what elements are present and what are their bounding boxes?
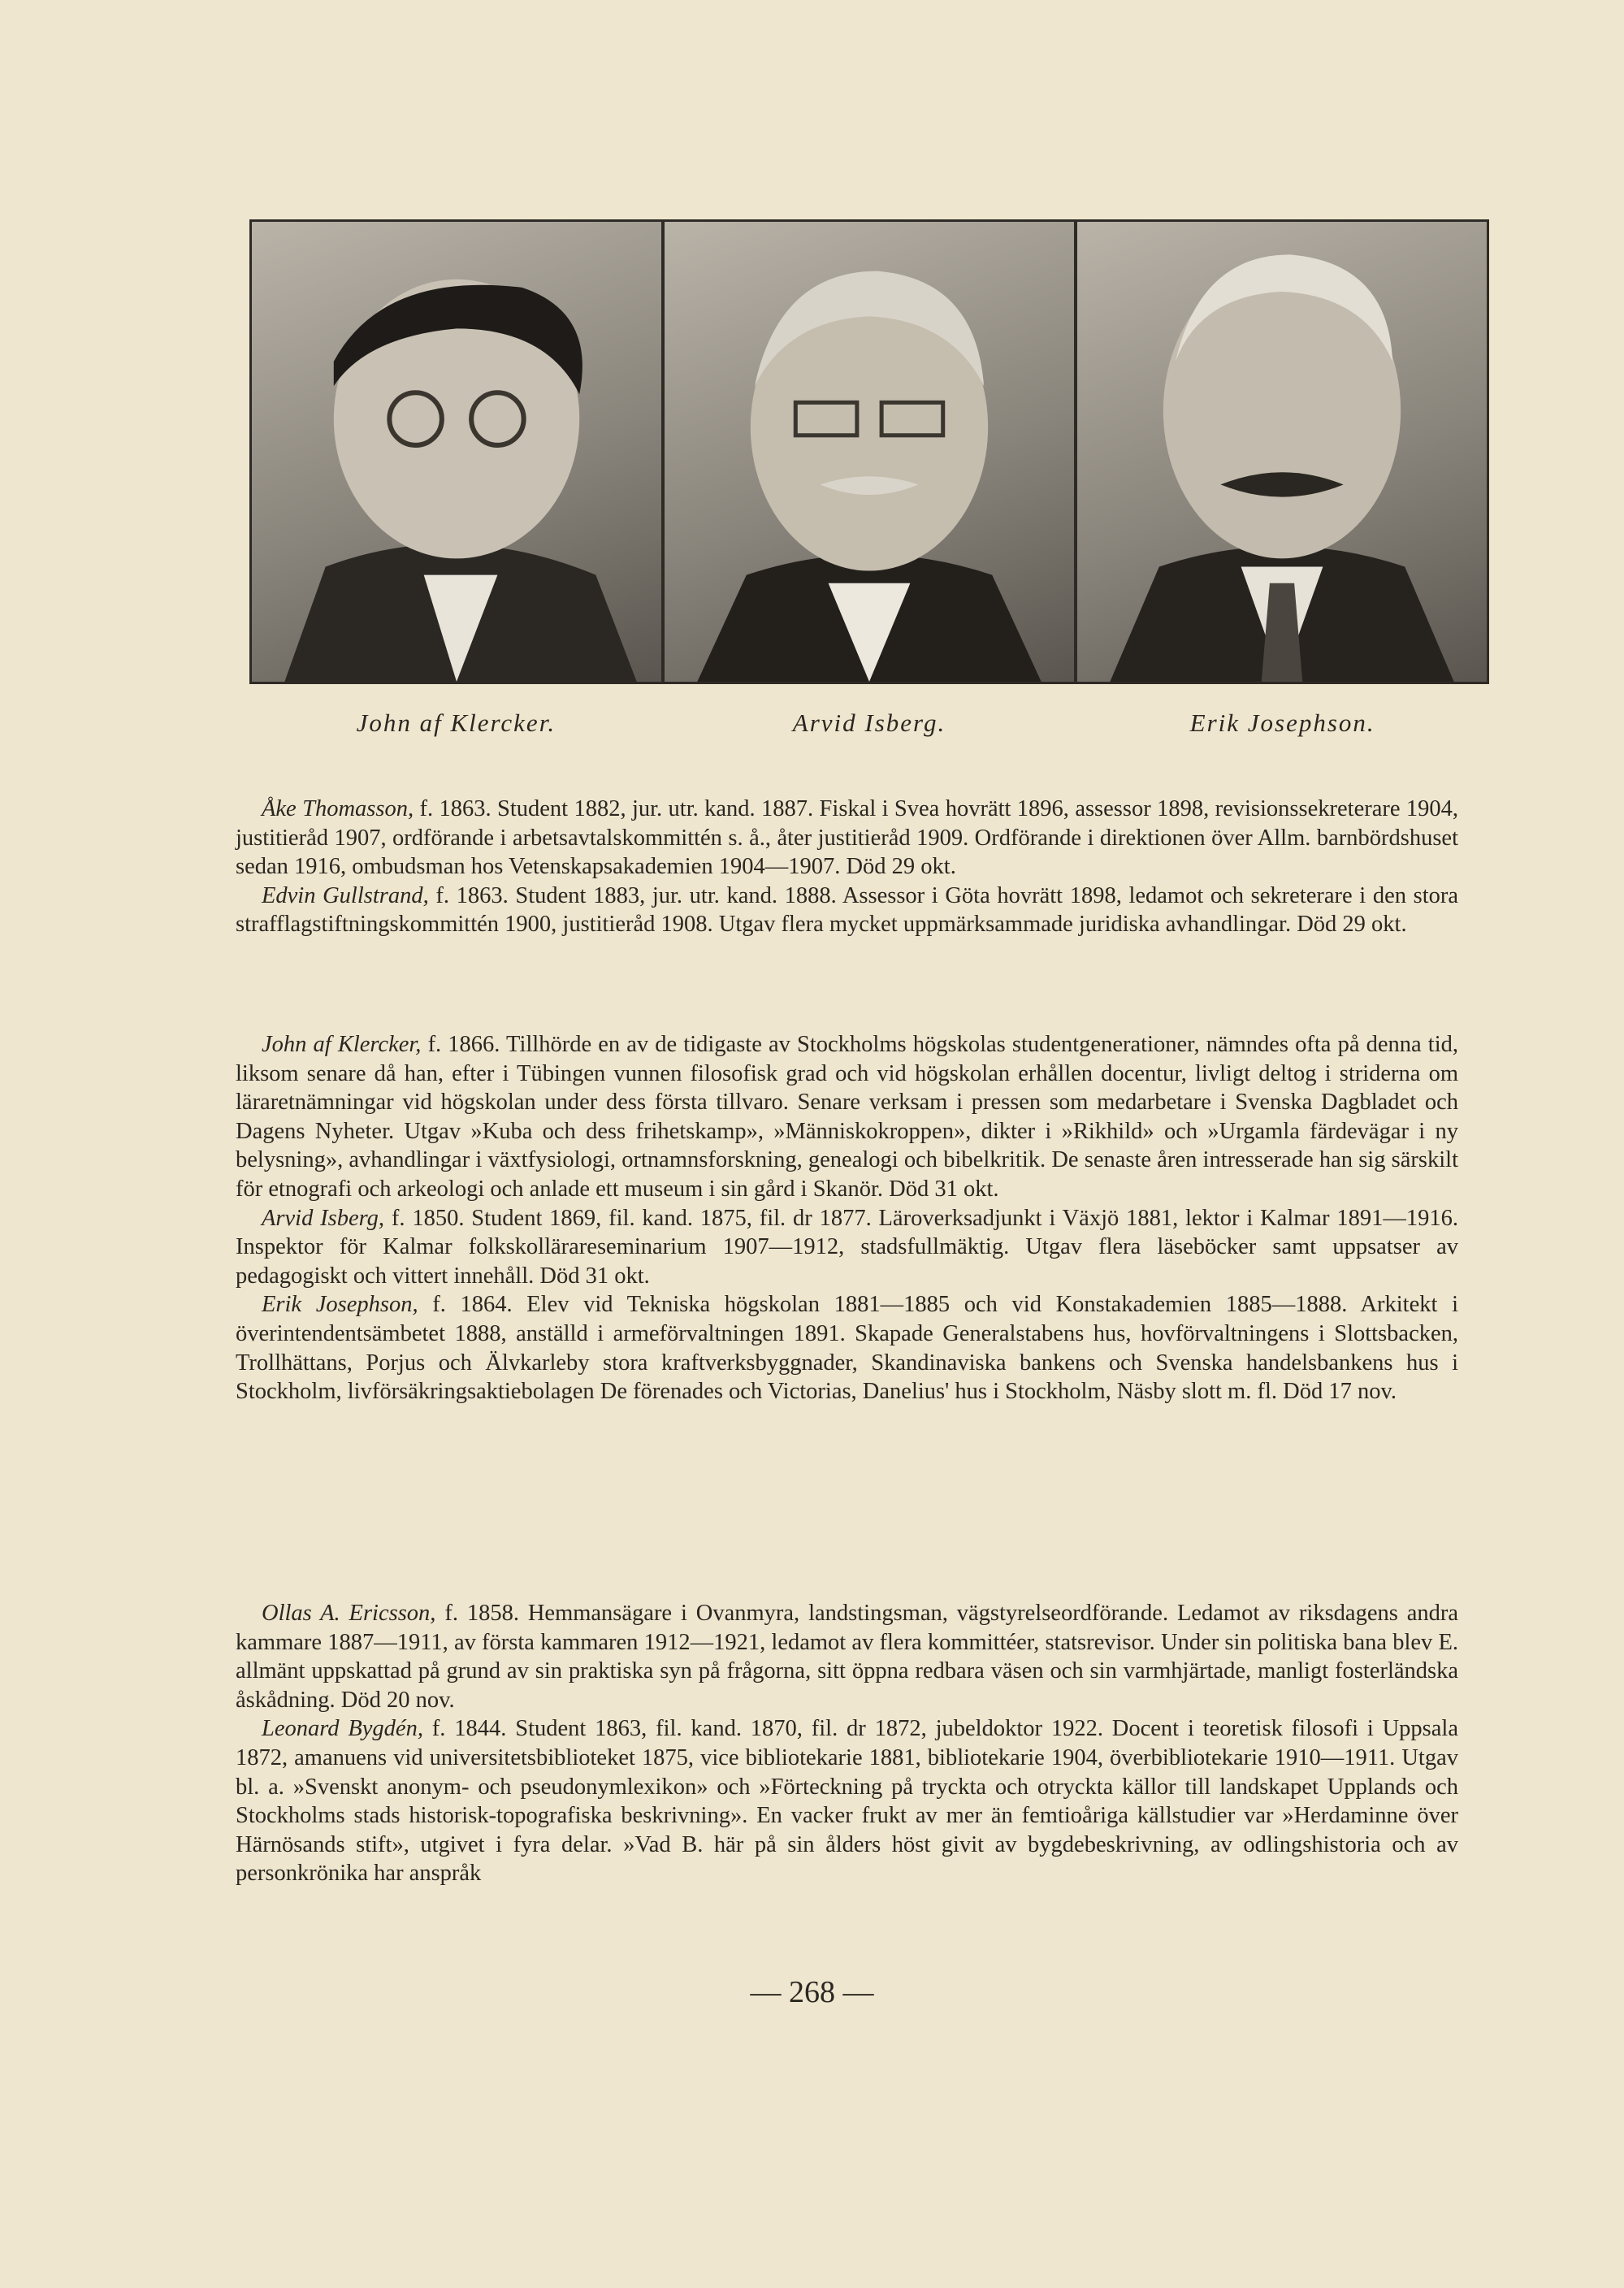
entry-text: f. 1863. Student 1883, jur. utr. kand. 1888. Assessor i Göta hovrätt 1898, ledamot och sekreterare i den stora strafflagstiftningskommittén 1900, justitieråd 1908. Utgav flera mycket uppmärksammade juridiska avhandlingar. Död 29 okt. <box>236 882 1458 938</box>
entry-name: John af Klercker, <box>262 1032 422 1057</box>
entry-text: f. 1850. Student 1869, fil. kand. 1875, fil. dr 1877. Läroverksadjunkt i Växjö 1881, lektor i Kalmar 1891—1916. Inspektor för Kalmar folkskollärareseminarium 1907—1912, stadsfullmäktig. Utgav flera läseböcker samt uppsatser av pedagogiskt och vittert innehåll. Död 31 okt. <box>236 1205 1458 1289</box>
entry-text: f. 1844. Student 1863, fil. kand. 1870, fil. dr 1872, jubeldoktor 1922. Docent i teoretisk filosofi i Uppsala 1872, amanuens vid universitetsbiblioteket 1875, vice bibliotekarie 1881, bibliotekarie 1904, överbibliotekarie 1910—1911. Utgav bl. a. »Svenskt anonym- och pseudonymlexikon» och »Förteckning på tryckta och otryckta källor till landskapet Upplands och Stockholms stads historisk-topografiska beskrivning». En vacker frukt av mer än femtioåriga källstudier var »Herdaminne över Härnösands stift», utgivet i fyra delar. »Vad B. här på sin ålders höst givit av bygdebeskrivning, av odlingshistoria och av personkrönika har anspråk <box>236 1716 1458 1887</box>
entry-name: Leonard Bygdén, <box>262 1716 423 1742</box>
caption-josephson: Erik Josephson. <box>1189 708 1375 737</box>
entry-text: f. 1858. Hemmansägare i Ovanmyra, landstingsman, vägstyrelseordförande. Ledamot av riksdagens andra kammare 1887—1911, av första kammaren 1912—1921, ledamot av flera kommittéer, statsrevisor. Under sin politiska bana blev E. allmänt uppskattad på grund av sin praktiska syn på frågorna, sitt öppna redbara väsen och sin varmhjärtade, manligt fosterländska åskådning. Död 20 nov. <box>236 1601 1458 1713</box>
caption-klercker: John af Klercker. <box>356 708 556 737</box>
obituary-block-2 <box>236 1030 1458 1406</box>
entry-bygden <box>236 1714 1458 1888</box>
entry-josephson <box>236 1290 1458 1406</box>
entry-name: Edvin Gullstrand, <box>262 882 429 908</box>
entry-klercker <box>236 1030 1458 1204</box>
entry-thomasson <box>236 795 1458 882</box>
obituary-block-1 <box>236 795 1458 939</box>
portrait-strip <box>249 219 1489 684</box>
portrait-photo-josephson <box>1077 222 1487 682</box>
portrait-photo-klercker <box>252 222 661 682</box>
entry-name: Arvid Isberg, <box>262 1205 385 1231</box>
portrait-photo-isberg <box>665 222 1074 682</box>
entry-name: Ollas A. Ericsson, <box>262 1601 436 1626</box>
entry-isberg <box>236 1204 1458 1291</box>
page-number: — 268 — <box>750 1975 874 2009</box>
obituary-block-3 <box>236 1599 1458 1888</box>
entry-text: f. 1863. Student 1882, jur. utr. kand. 1887. Fiskal i Svea hovrätt 1896, assessor 1898, revisionssekreterare 1904, justitieråd 1907, ordförande i arbetsavtalskommittén s. å., åter justitieråd 1909. Ordförande i direktionen över Allm. barnbördshuset sedan 1916, ombudsman hos Vetenskapsakademien 1904—1907. Död 29 okt. <box>236 796 1459 880</box>
caption-isberg: Arvid Isberg. <box>792 708 946 737</box>
portrait-captions <box>249 708 1489 738</box>
entry-ericsson <box>236 1599 1458 1714</box>
entry-name: Erik Josephson, <box>262 1292 418 1318</box>
entry-name: Åke Thomasson, <box>262 796 414 821</box>
entry-text: f. 1864. Elev vid Tekniska högskolan 1881—1885 och vid Konstakademien 1885—1888. Arkitekt i överintendentsämbetet 1888, anställd i armeförvaltningen 1891. Skapade Generalstabens hus, hovförvaltningens i Slottsbacken, Trollhättans, Porjus och Älvkarleby stora kraftverksbyggnader, Skandinaviska bankens och Svenska handelsbankens hus i Stockholm, livförsäkringsaktiebolagen De förenades och Victorias, Danelius' hus i Stockholm, Näsby slott m. fl. Död 17 nov. <box>236 1292 1458 1405</box>
entry-text: f. 1866. Tillhörde en av de tidigaste av Stockholms högskolas studentgenerationer, nämndes ofta på denna tid, liksom senare då han, efter i Tübingen vunnen filosofisk grad och vid högskolan erhållen docentur, livligt deltog i striderna om läraretnämningar vid högskolan under dess första tillvaro. Senare verksam i pressen som medarbetare i Svenska Dagbladet och Dagens Nyheter. Utgav »Kuba och dess frihetskamp», »Människokroppen», dikter i »Rikhild» och »Urgamla färdevägar i ny belysning», avhandlingar i växtfysiologi, ortnamnsforskning, genealogi och bibelkritik. De senaste åren intresserade han sig särskilt för etnografi och arkeologi och anlade ett museum i sin gård i Skanör. Död 31 okt. <box>236 1032 1458 1202</box>
entry-gullstrand <box>236 882 1458 939</box>
